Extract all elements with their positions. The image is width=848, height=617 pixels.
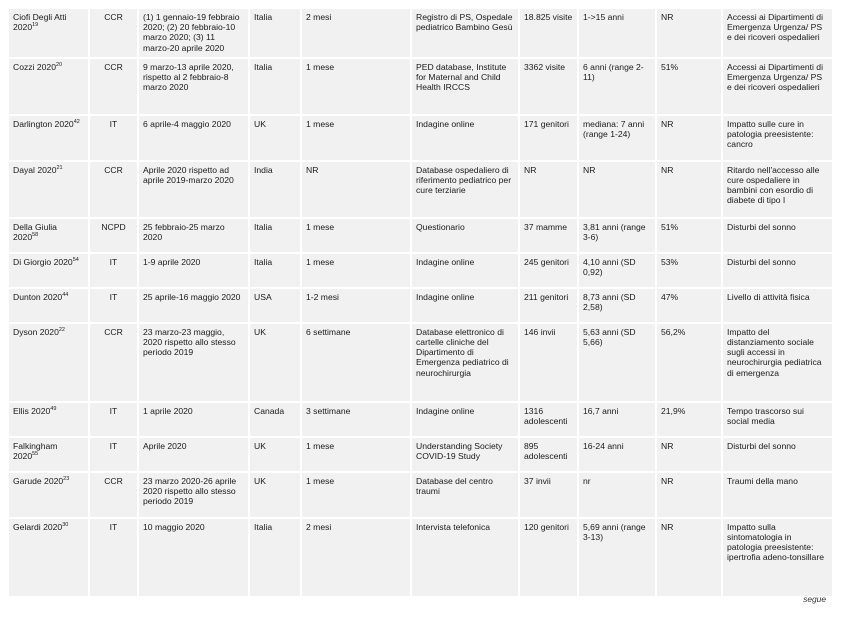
- table-row: [9, 116, 832, 162]
- country-cell: UK: [250, 438, 302, 473]
- study-type-cell: IT: [90, 438, 139, 473]
- duration-cell: 1 mese: [302, 219, 412, 254]
- study-type-cell: CCR: [90, 59, 139, 116]
- duration-cell: 1 mese: [302, 116, 412, 162]
- data-source-cell: Understanding Society COVID-19 Study: [412, 438, 520, 473]
- reference-number: 23: [63, 475, 70, 482]
- country-cell: Italia: [250, 254, 302, 289]
- author-name: Falkingham 2020: [13, 440, 58, 462]
- age-cell: NR: [579, 162, 657, 219]
- country-cell: India: [250, 162, 302, 219]
- author-name: Gelardi 2020: [13, 521, 63, 532]
- female-percent-cell: NR: [657, 9, 723, 59]
- country-cell: UK: [250, 473, 302, 519]
- female-percent-cell: NR: [657, 438, 723, 473]
- reference-number: 22: [58, 326, 65, 333]
- period-cell: 6 aprile-4 maggio 2020: [139, 116, 250, 162]
- author-cell: [9, 254, 90, 289]
- author-cell: [9, 9, 90, 59]
- reference-number: 21: [56, 164, 63, 171]
- author-cell: [9, 116, 90, 162]
- duration-cell: 2 mesi: [302, 9, 412, 59]
- author-name: Garude 2020: [13, 475, 64, 486]
- study-type-cell: IT: [90, 519, 139, 598]
- female-percent-cell: NR: [657, 473, 723, 519]
- age-cell: 4,10 anni (SD 0,92): [579, 254, 657, 289]
- outcome-cell: Accessi ai Dipartimenti di Emergenza Urgenza/ PS e dei ricoveri ospedalieri: [723, 9, 832, 59]
- author-cell: [9, 289, 90, 324]
- outcome-cell: Impatto del distanziamento sociale sugli accessi in neurochirurgia pediatrica di emergenza: [723, 324, 832, 403]
- period-cell: 10 maggio 2020: [139, 519, 250, 598]
- sample-cell: 245 genitori: [520, 254, 579, 289]
- study-type-cell: CCR: [90, 324, 139, 403]
- table-row: [9, 324, 832, 403]
- study-type-cell: IT: [90, 254, 139, 289]
- data-source-cell: Indagine online: [412, 116, 520, 162]
- country-cell: Italia: [250, 219, 302, 254]
- table-row: [9, 403, 832, 438]
- duration-cell: 1 mese: [302, 473, 412, 519]
- table-row: [9, 438, 832, 473]
- table-body: [9, 9, 832, 598]
- data-source-cell: Intervista telefonica: [412, 519, 520, 598]
- country-cell: Italia: [250, 9, 302, 59]
- author-cell: [9, 403, 90, 438]
- sample-cell: 895 adolescenti: [520, 438, 579, 473]
- country-cell: UK: [250, 116, 302, 162]
- outcome-cell: Livello di attività fisica: [723, 289, 832, 324]
- outcome-cell: Disturbi del sonno: [723, 438, 832, 473]
- period-cell: 23 marzo 2020-26 aprile 2020 rispetto allo stesso periodo 2019: [139, 473, 250, 519]
- table-row: [9, 473, 832, 519]
- period-cell: 25 aprile-16 maggio 2020: [139, 289, 250, 324]
- duration-cell: 3 settimane: [302, 403, 412, 438]
- table-row: [9, 519, 832, 598]
- table-row: [9, 162, 832, 219]
- study-type-cell: NCPD: [90, 219, 139, 254]
- study-type-cell: CCR: [90, 473, 139, 519]
- author-name: Ellis 2020: [13, 405, 51, 416]
- sample-cell: 18.825 visite: [520, 9, 579, 59]
- period-cell: 9 marzo-13 aprile 2020, rispetto al 2 febbraio-8 marzo 2020: [139, 59, 250, 116]
- duration-cell: 1 mese: [302, 59, 412, 116]
- author-cell: [9, 519, 90, 598]
- female-percent-cell: 21,9%: [657, 403, 723, 438]
- female-percent-cell: 51%: [657, 219, 723, 254]
- duration-cell: 1 mese: [302, 438, 412, 473]
- table-row: [9, 219, 832, 254]
- country-cell: Canada: [250, 403, 302, 438]
- age-cell: mediana: 7 anni (range 1-24): [579, 116, 657, 162]
- author-name: Di Giorgio 2020: [13, 256, 73, 267]
- reference-number: 44: [62, 291, 69, 298]
- study-type-cell: IT: [90, 116, 139, 162]
- data-source-cell: Database ospedaliero di riferimento pediatrico per cure terziarie: [412, 162, 520, 219]
- country-cell: UK: [250, 324, 302, 403]
- author-cell: [9, 59, 90, 116]
- age-cell: 5,63 anni (SD 5,66): [579, 324, 657, 403]
- author-cell: [9, 473, 90, 519]
- study-type-cell: IT: [90, 403, 139, 438]
- female-percent-cell: NR: [657, 162, 723, 219]
- sample-cell: 146 invii: [520, 324, 579, 403]
- reference-number: 42: [73, 118, 80, 125]
- period-cell: Aprile 2020: [139, 438, 250, 473]
- female-percent-cell: NR: [657, 519, 723, 598]
- country-cell: Italia: [250, 59, 302, 116]
- table-row: [9, 59, 832, 116]
- author-name: Darlington 2020: [13, 118, 74, 129]
- female-percent-cell: 47%: [657, 289, 723, 324]
- duration-cell: 1-2 mesi: [302, 289, 412, 324]
- data-source-cell: Indagine online: [412, 289, 520, 324]
- female-percent-cell: 51%: [657, 59, 723, 116]
- age-cell: 16-24 anni: [579, 438, 657, 473]
- data-source-cell: PED database, Institute for Maternal and Child Health IRCCS: [412, 59, 520, 116]
- data-source-cell: Indagine online: [412, 403, 520, 438]
- age-cell: 8,73 anni (SD 2,58): [579, 289, 657, 324]
- duration-cell: NR: [302, 162, 412, 219]
- author-name: Dunton 2020: [13, 291, 63, 302]
- data-source-cell: Registro di PS, Ospedale pediatrico Bambino Gesù: [412, 9, 520, 59]
- sample-cell: 171 genitori: [520, 116, 579, 162]
- age-cell: 5,69 anni (range 3-13): [579, 519, 657, 598]
- country-cell: Italia: [250, 519, 302, 598]
- outcome-cell: Traumi della mano: [723, 473, 832, 519]
- author-cell: [9, 162, 90, 219]
- author-cell: [9, 324, 90, 403]
- age-cell: 3,81 anni (range 3-6): [579, 219, 657, 254]
- outcome-cell: Ritardo nell'accesso alle cure ospedaliere in bambini con esordio di diabete di tipo I: [723, 162, 832, 219]
- continued-label: segue: [803, 594, 826, 604]
- reference-number: 20: [56, 61, 63, 68]
- age-cell: 6 anni (range 2-11): [579, 59, 657, 116]
- sample-cell: 37 mamme: [520, 219, 579, 254]
- sample-cell: NR: [520, 162, 579, 219]
- data-source-cell: Indagine online: [412, 254, 520, 289]
- female-percent-cell: 53%: [657, 254, 723, 289]
- period-cell: (1) 1 gennaio-19 febbraio 2020; (2) 20 febbraio-10 marzo 2020; (3) 11 marzo-20 aprile 2020: [139, 9, 250, 59]
- sample-cell: 211 genitori: [520, 289, 579, 324]
- period-cell: 1-9 aprile 2020: [139, 254, 250, 289]
- female-percent-cell: NR: [657, 116, 723, 162]
- outcome-cell: Accessi ai Dipartimenti di Emergenza Urgenza/ PS e dei ricoveri ospedalieri: [723, 59, 832, 116]
- study-type-cell: CCR: [90, 162, 139, 219]
- duration-cell: 6 settimane: [302, 324, 412, 403]
- author-cell: [9, 219, 90, 254]
- reference-number: 30: [62, 521, 69, 528]
- outcome-cell: Disturbi del sonno: [723, 254, 832, 289]
- author-name: Dayal 2020: [13, 164, 57, 175]
- period-cell: 1 aprile 2020: [139, 403, 250, 438]
- reference-number: 19: [32, 22, 39, 29]
- studies-table: [9, 9, 832, 598]
- data-source-cell: Questionario: [412, 219, 520, 254]
- reference-number: 58: [32, 232, 39, 239]
- age-cell: 1->15 anni: [579, 9, 657, 59]
- author-name: Cozzi 2020: [13, 61, 56, 72]
- data-source-cell: Database del centro traumi: [412, 473, 520, 519]
- study-type-cell: CCR: [90, 9, 139, 59]
- study-type-cell: IT: [90, 289, 139, 324]
- age-cell: 16,7 anni: [579, 403, 657, 438]
- reference-number: 55: [32, 451, 39, 458]
- period-cell: 23 marzo-23 maggio, 2020 rispetto allo stesso periodo 2019: [139, 324, 250, 403]
- age-cell: nr: [579, 473, 657, 519]
- outcome-cell: Disturbi del sonno: [723, 219, 832, 254]
- author-name: Della Giulia 2020: [13, 221, 57, 243]
- table-row: [9, 289, 832, 324]
- outcome-cell: Impatto sulla sintomatologia in patologia preesistente: ipertrofia adeno-tonsillare: [723, 519, 832, 598]
- sample-cell: 120 genitori: [520, 519, 579, 598]
- outcome-cell: Tempo trascorso sui social media: [723, 403, 832, 438]
- author-cell: [9, 438, 90, 473]
- author-name: Dyson 2020: [13, 326, 59, 337]
- outcome-cell: Impatto sulle cure in patologia preesistente: cancro: [723, 116, 832, 162]
- duration-cell: 2 mesi: [302, 519, 412, 598]
- period-cell: 25 febbraio-25 marzo 2020: [139, 219, 250, 254]
- female-percent-cell: 56,2%: [657, 324, 723, 403]
- sample-cell: 3362 visite: [520, 59, 579, 116]
- sample-cell: 37 invii: [520, 473, 579, 519]
- period-cell: Aprile 2020 rispetto ad aprile 2019-marzo 2020: [139, 162, 250, 219]
- reference-number: 49: [50, 405, 57, 412]
- author-name: Ciofi Degli Atti 2020: [13, 12, 67, 33]
- table-row: [9, 254, 832, 289]
- reference-number: 54: [72, 256, 79, 263]
- sample-cell: 1316 adolescenti: [520, 403, 579, 438]
- country-cell: USA: [250, 289, 302, 324]
- table-row: [9, 9, 832, 59]
- data-source-cell: Database elettronico di cartelle cliniche del Dipartimento di Emergenza pediatrico di neurochirurgia: [412, 324, 520, 403]
- duration-cell: 1 mese: [302, 254, 412, 289]
